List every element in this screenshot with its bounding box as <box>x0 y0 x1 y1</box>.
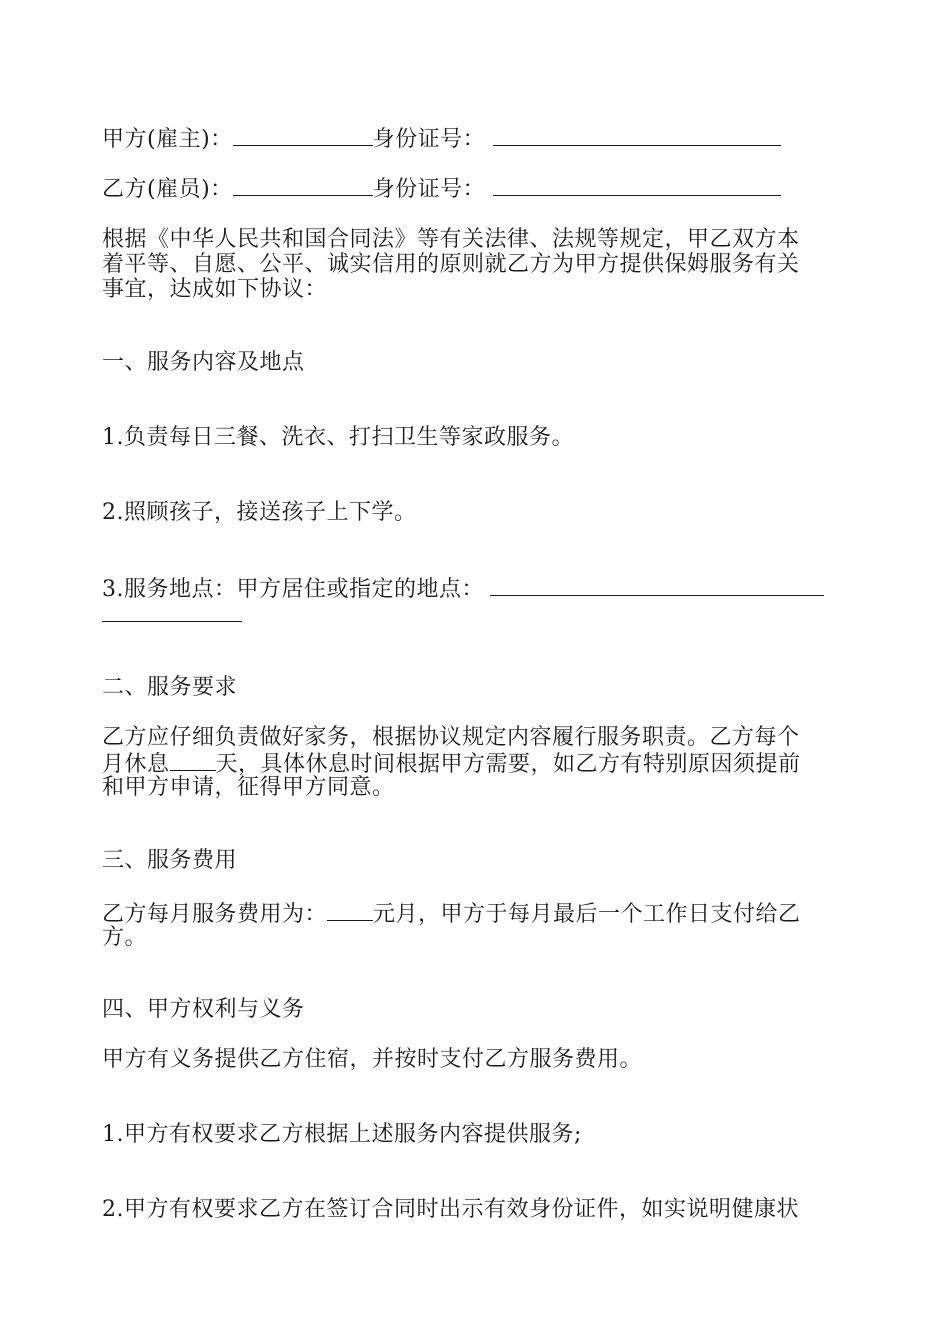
monthly-fee-blank[interactable] <box>327 900 373 921</box>
section-2-line-1: 乙方应仔细负责做好家务，根据协议规定内容履行服务职责。乙方每个 <box>102 725 800 750</box>
section-2-line-2-start: 月休息 <box>102 752 170 777</box>
section-2-line-2 <box>102 750 801 778</box>
preamble-line-3: 事宜，达成如下协议： <box>102 277 328 302</box>
section-1-item-3-line <box>102 575 824 603</box>
party-a-name-blank[interactable] <box>233 125 373 146</box>
party-b-label: 乙方(雇员)： <box>102 177 233 202</box>
section-4-heading: 四、甲方权利与义务 <box>102 997 305 1022</box>
party-a-line <box>102 125 781 153</box>
section-3-heading: 三、服务费用 <box>102 848 238 873</box>
service-location-blank-continued[interactable] <box>102 620 242 622</box>
section-3-line-1-end: 元月，甲方于每月最后一个工作日支付给乙 <box>373 902 801 927</box>
section-4-item-1: 1.甲方有权要求乙方根据上述服务内容提供服务; <box>102 1122 582 1147</box>
party-b-name-blank[interactable] <box>233 175 373 196</box>
section-2-line-2-end: 天，具体休息时间根据甲方需要，如乙方有特别原因须提前 <box>215 752 801 777</box>
section-4-intro: 甲方有义务提供乙方住宿，并按时支付乙方服务费用。 <box>102 1047 643 1072</box>
section-1-heading: 一、服务内容及地点 <box>102 350 305 375</box>
section-3-line-1-start: 乙方每月服务费用为： <box>102 902 328 927</box>
party-b-id-blank[interactable] <box>493 175 781 196</box>
rest-days-blank[interactable] <box>170 750 216 771</box>
section-1-item-3: 3.服务地点：甲方居住或指定的地点： <box>102 577 484 602</box>
party-b-line <box>102 175 781 203</box>
party-a-id-blank[interactable] <box>493 125 781 146</box>
section-3-line-1 <box>102 900 801 928</box>
section-3-line-2: 方。 <box>102 925 148 950</box>
section-2-line-3: 和甲方申请，征得甲方同意。 <box>102 775 395 800</box>
party-b-id-label: 身份证号： <box>372 177 486 202</box>
service-location-blank[interactable] <box>490 575 824 596</box>
preamble-line-2: 着平等、自愿、公平、诚实信用的原则就乙方为甲方提供保姆服务有关 <box>102 252 800 277</box>
section-1-item-1: 1.负责每日三餐、洗衣、打扫卫生等家政服务。 <box>102 425 574 450</box>
party-a-label: 甲方(雇主)： <box>102 127 233 152</box>
section-2-heading: 二、服务要求 <box>102 675 238 700</box>
preamble-line-1: 根据《中华人民共和国合同法》等有关法律、法规等规定，甲乙双方本 <box>102 227 800 252</box>
section-4-item-2: 2.甲方有权要求乙方在签订合同时出示有效身份证件，如实说明健康状 <box>102 1197 799 1222</box>
party-a-id-label: 身份证号： <box>372 127 486 152</box>
section-1-item-2: 2.照顾孩子，接送孩子上下学。 <box>102 500 417 525</box>
